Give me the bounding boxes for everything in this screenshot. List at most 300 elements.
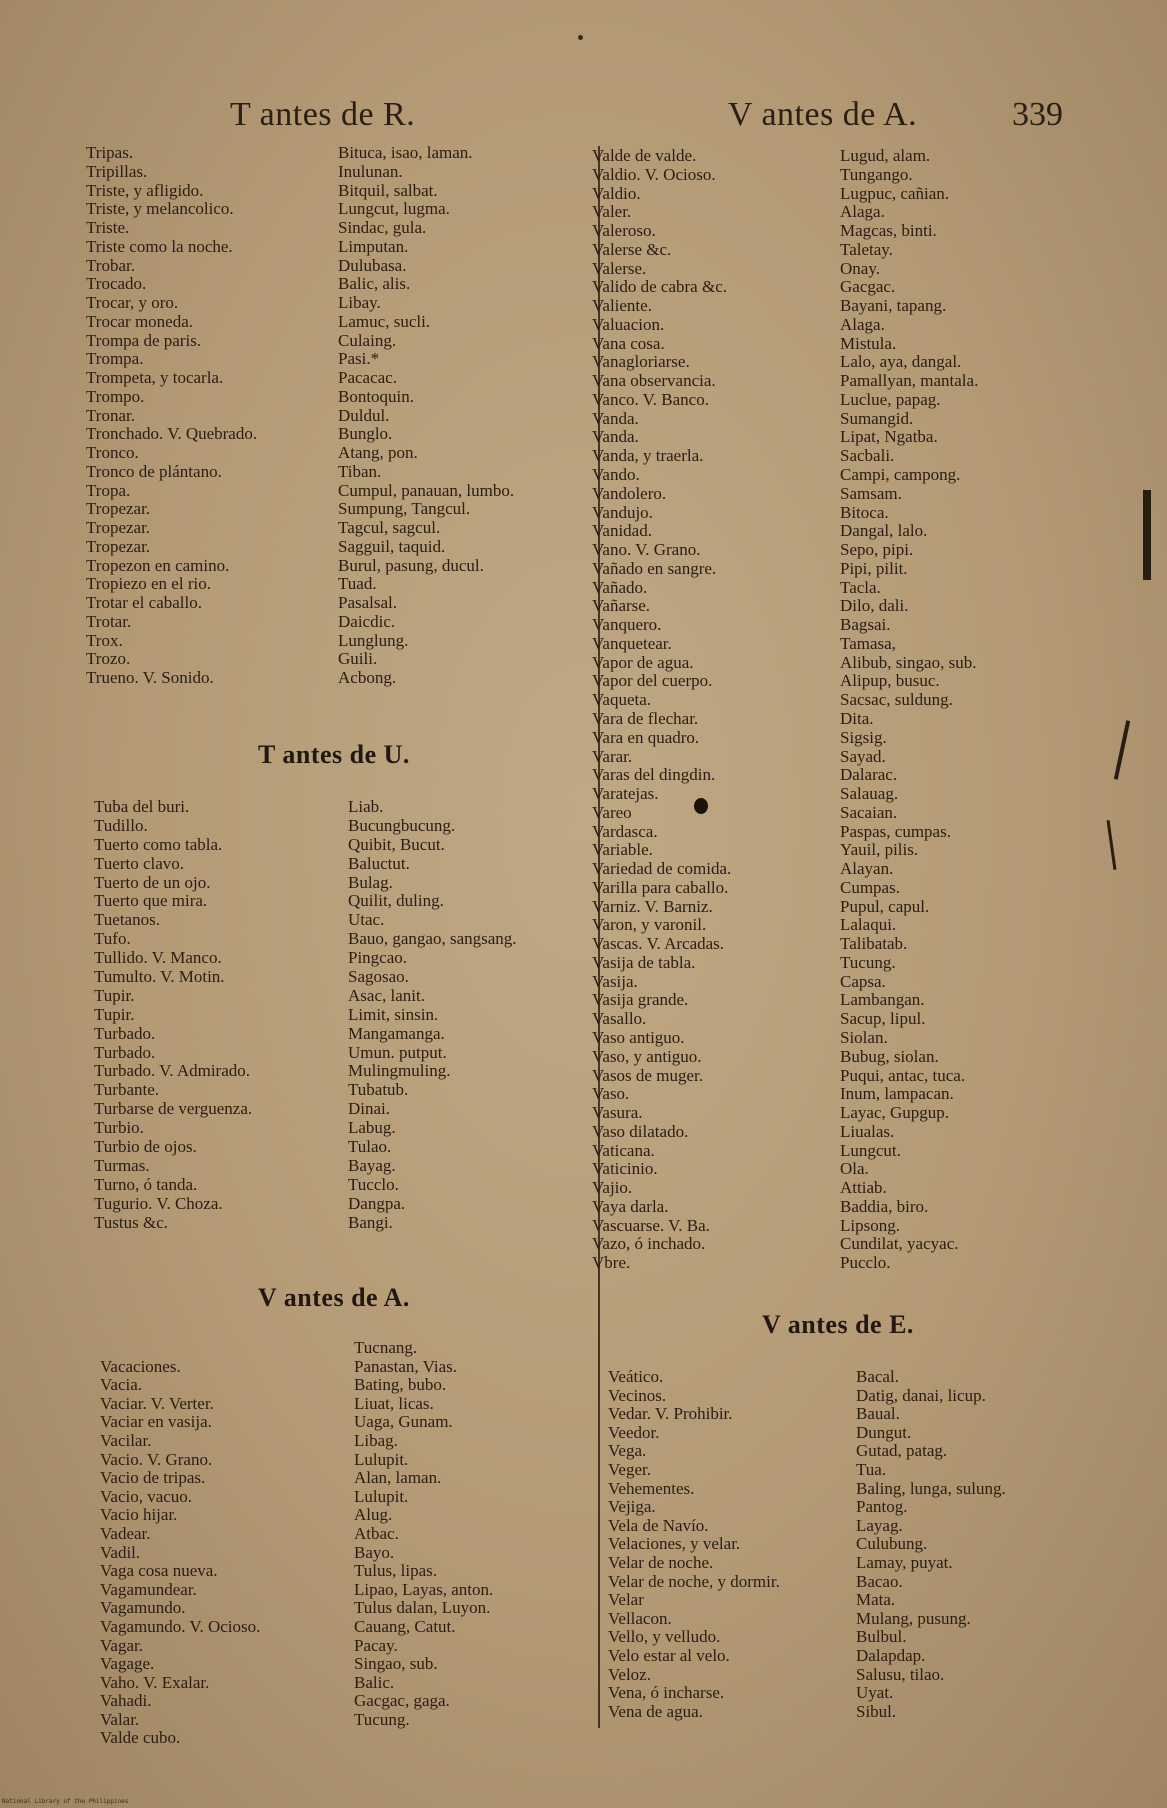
entry-term: Turno, ó tanda.: [94, 1174, 198, 1194]
entry-term: Vacio de tripas.: [100, 1468, 206, 1488]
entry-term: Valuacion.: [592, 314, 665, 334]
entry-term: Trompo.: [86, 386, 145, 406]
entry-term: Tropezon en camino.: [86, 555, 230, 575]
entry-gloss: Lamay, puyat.: [856, 1552, 953, 1572]
entry-term: Vapor del cuerpo.: [592, 671, 713, 691]
entry-term: Turbarse de verguenza.: [94, 1099, 253, 1119]
entry-term: Vaciar en vasija.: [100, 1412, 212, 1432]
entry-gloss: Dulubasa.: [338, 255, 407, 275]
entry-gloss: Bunglo.: [338, 424, 393, 444]
edge-mark: [1107, 820, 1117, 870]
entry-gloss: Baling, lunga, sulung.: [856, 1478, 1006, 1498]
entry-gloss: Sagosao.: [348, 967, 409, 987]
entry-term: Vedar. V. Prohibir.: [608, 1404, 733, 1424]
entry-term: Vadil.: [100, 1542, 141, 1562]
entry-term: Valde cubo.: [100, 1728, 181, 1748]
entry-gloss: Mulingmuling.: [348, 1061, 451, 1081]
entry-term: Velar de noche, y dormir.: [608, 1571, 780, 1591]
entry-term: Valdio.: [592, 183, 641, 203]
entry-gloss: Bayo.: [354, 1542, 395, 1562]
entry-term: Vaya darla.: [592, 1196, 669, 1216]
entry-gloss: Inulunan.: [338, 161, 403, 181]
entry-gloss: Pipi, pilit.: [840, 558, 908, 578]
entry-term: Vanagloriarse.: [592, 352, 690, 372]
entry-gloss: Cauang, Catut.: [354, 1616, 456, 1636]
entry-gloss: Pacay.: [354, 1635, 398, 1655]
entry-gloss: Baluctut.: [348, 853, 410, 873]
entry-gloss: Lugpuc, cañian.: [840, 183, 950, 203]
entry-term: Vaho. V. Exalar.: [100, 1672, 210, 1692]
entry-gloss: Bagsai.: [840, 615, 891, 635]
entry-term: Vacio hijar.: [100, 1505, 178, 1525]
entry-gloss: Lunglung.: [338, 630, 409, 650]
entry-gloss: Lamuc, sucli.: [338, 311, 431, 331]
entry-gloss: Bayani, tapang.: [840, 296, 947, 316]
entry-term: Vanda.: [592, 408, 639, 428]
entry-term: Valerse.: [592, 258, 647, 278]
entry-term: Tripas.: [86, 143, 134, 162]
entry-term: Vadear.: [100, 1523, 151, 1543]
entry-gloss: Mulang, pusung.: [856, 1608, 971, 1628]
entry-term: Turbado.: [94, 1042, 156, 1062]
entry-gloss: Cumpul, panauan, lumbo.: [338, 480, 515, 500]
entry-gloss: Bitoca.: [840, 502, 889, 522]
entry-term: Trocar moneda.: [86, 311, 194, 331]
entry-term: Vena, ó incharse.: [608, 1683, 725, 1703]
entry-term: Vajio.: [592, 1178, 633, 1198]
entry-gloss: Yauil, pilis.: [840, 840, 919, 860]
entry-gloss: Puqui, antac, tuca.: [840, 1065, 966, 1085]
entry-term: Valdio. V. Ocioso.: [592, 164, 716, 184]
entry-gloss: Umun. putput.: [348, 1042, 447, 1062]
entry-term: Tropezar.: [86, 499, 151, 519]
entry-gloss: Layag.: [856, 1515, 903, 1535]
entry-term: Tupir.: [94, 985, 135, 1005]
entry-gloss: Singao, sub.: [354, 1654, 438, 1674]
entry-term: Vena de agua.: [608, 1701, 703, 1721]
entry-term: Trueno. V. Sonido.: [86, 668, 214, 687]
entry-gloss: Lungcut, lugma.: [338, 199, 450, 219]
entry-gloss: Libag.: [354, 1430, 398, 1450]
entry-term: Valiente.: [592, 296, 652, 316]
entry-term: Valde de valde.: [592, 146, 697, 165]
entry-term: Vandolero.: [592, 483, 667, 503]
entry-term: Vagar.: [100, 1635, 143, 1655]
entry-gloss: Siolan.: [840, 1027, 888, 1047]
edge-mark: [1114, 720, 1130, 780]
entry-term: Tudillo.: [94, 815, 148, 835]
entry-term: Vaso, y antiguo.: [592, 1046, 702, 1066]
entry-term: Vanquetear.: [592, 633, 672, 653]
entry-term: Vagamundear.: [100, 1579, 197, 1599]
entry-term: Tuba del buri.: [94, 797, 190, 816]
entry-gloss: Bayag.: [348, 1155, 396, 1175]
entry-gloss: Panastan, Vias.: [354, 1356, 458, 1376]
entry-gloss: Tacla.: [840, 577, 881, 597]
entry-term: Trotar.: [86, 611, 132, 631]
entry-gloss: Tulao.: [348, 1137, 392, 1157]
entry-term: Vaso.: [592, 1084, 630, 1104]
entry-gloss: Sigsig.: [840, 727, 887, 747]
entry-term: Vasura.: [592, 1103, 643, 1123]
entry-gloss: Paspas, cumpas.: [840, 821, 951, 841]
entry-term: Triste, y melancolico.: [86, 199, 234, 219]
entry-gloss: Talibatab.: [840, 934, 908, 954]
entry-term: Tuetanos.: [94, 910, 160, 930]
entry-term: Vaciar. V. Verter.: [100, 1393, 214, 1413]
entry-term: Vacio. V. Grano.: [100, 1449, 213, 1469]
entry-gloss: Dita.: [840, 708, 874, 728]
ink-blot: [694, 798, 708, 814]
entry-term: Vecinos.: [608, 1385, 667, 1405]
entry-term: Turbio de ojos.: [94, 1137, 197, 1157]
entry-gloss: Mata.: [856, 1590, 896, 1610]
entry-gloss: Acbong.: [338, 668, 397, 687]
entry-gloss: Uyat.: [856, 1683, 894, 1703]
entry-term: Tuerto clavo.: [94, 853, 185, 873]
section-title-v-antes-a: V antes de A.: [258, 1283, 410, 1312]
entry-gloss: Lungcut.: [840, 1140, 901, 1160]
entry-gloss: Quilit, duling.: [348, 891, 444, 911]
entry-term: Velar: [608, 1590, 644, 1610]
entry-term: Trompeta, y tocarla.: [86, 368, 224, 387]
entry-term: Tropiezo en el rio.: [86, 574, 211, 594]
entry-term: Triste, y afligido.: [86, 180, 204, 200]
entry-gloss: Bacao.: [856, 1571, 903, 1591]
entry-term: Tronco de plántano.: [86, 461, 222, 481]
entry-gloss: Tucung.: [354, 1709, 410, 1729]
entry-gloss: Bucungbucung.: [348, 815, 456, 835]
entry-term: Tuerto que mira.: [94, 891, 208, 911]
right-running-header: V antes de A.: [728, 96, 918, 133]
entry-gloss: Tagcul, sagcul.: [338, 518, 441, 537]
entry-gloss: Bitquil, salbat.: [338, 180, 438, 200]
entry-term: Valer.: [592, 202, 632, 222]
entry-gloss: Alibub, singao, sub.: [840, 652, 977, 672]
entry-term: Vagage.: [100, 1654, 155, 1674]
entry-gloss: Pantog.: [856, 1497, 908, 1517]
entry-gloss: Dinai.: [348, 1099, 391, 1119]
entry-term: Vaso antiguo.: [592, 1027, 685, 1047]
entry-gloss: Salauag.: [840, 784, 899, 804]
entry-term: Vagamundo.: [100, 1598, 186, 1618]
entry-term: Valerse &c.: [592, 239, 672, 259]
entry-term: Vaticana.: [592, 1140, 655, 1160]
entry-term: Vaticinio.: [592, 1159, 658, 1179]
entry-gloss: Bacal.: [856, 1367, 899, 1386]
entry-gloss: Lipsong.: [840, 1215, 900, 1235]
entry-term: Varar.: [592, 746, 633, 766]
entry-term: Vacilar.: [100, 1430, 152, 1450]
entry-term: Tronco.: [86, 443, 139, 462]
section-title-v-antes-e: V antes de E.: [762, 1310, 914, 1339]
entry-gloss: Tucung.: [840, 952, 896, 972]
entry-gloss: Lambangan.: [840, 990, 925, 1010]
entry-gloss: Limit, sinsin.: [348, 1004, 439, 1024]
entry-term: Turbio.: [94, 1118, 144, 1138]
entry-gloss: Atbac.: [354, 1523, 399, 1543]
entry-term: Veloz.: [608, 1664, 651, 1684]
entry-term: Vañarse.: [592, 596, 651, 616]
entry-gloss: Tulus dalan, Luyon.: [354, 1598, 491, 1618]
entry-gloss: Mistula.: [840, 333, 897, 353]
entry-gloss: Magcas, binti.: [840, 221, 937, 241]
left-running-header: T antes de R.: [230, 96, 416, 133]
entry-term: Turbado. V. Admirado.: [94, 1061, 251, 1081]
entry-gloss: Lulupit.: [354, 1449, 409, 1469]
entry-gloss: Pacacac.: [338, 368, 397, 387]
entry-term: Vanda.: [592, 427, 639, 447]
entry-gloss: Attiab.: [840, 1178, 887, 1198]
entry-term: Vanquero.: [592, 615, 662, 635]
entry-term: Varniz. V. Barniz.: [592, 896, 713, 916]
entry-term: Velo estar al velo.: [608, 1645, 730, 1665]
entry-gloss: Alipup, busuc.: [840, 671, 940, 691]
entry-gloss: Datig, danai, licup.: [856, 1385, 986, 1405]
entry-term: Velaciones, y velar.: [608, 1534, 741, 1554]
entry-term: Vagamundo. V. Ocioso.: [100, 1616, 261, 1636]
entry-term: Tufo.: [94, 929, 131, 949]
entry-term: Vacia.: [100, 1375, 143, 1395]
entry-gloss: Dilo, dali.: [840, 596, 909, 616]
entry-gloss: Baddia, biro.: [840, 1196, 929, 1216]
entry-gloss: Dangpa.: [348, 1193, 406, 1213]
entry-gloss: Sacsac, suldung.: [840, 690, 953, 710]
entry-gloss: Duldul.: [338, 405, 390, 425]
entry-term: Turbado.: [94, 1023, 156, 1043]
entry-gloss: Campi, campong.: [840, 465, 961, 485]
entry-gloss: Bating, bubo.: [354, 1375, 447, 1395]
entry-gloss: Bauo, gangao, sangsang.: [348, 929, 517, 949]
entry-gloss: Tua.: [856, 1459, 887, 1479]
library-mark: National Library of the Philippines: [2, 1798, 129, 1805]
entry-gloss: Sacbali.: [840, 446, 895, 466]
entry-gloss: Onay.: [840, 258, 880, 278]
entry-term: Vazo, ó inchado.: [592, 1234, 706, 1254]
entry-gloss: Gutad, patag.: [856, 1441, 948, 1461]
entry-term: Tripillas.: [86, 161, 148, 181]
entry-gloss: Labug.: [348, 1118, 396, 1138]
entry-gloss: Baual.: [856, 1404, 900, 1424]
entry-term: Vasija.: [592, 971, 638, 991]
entry-gloss: Liab.: [348, 797, 384, 816]
entry-term: Trozo.: [86, 649, 131, 669]
entry-term: Veático.: [608, 1367, 664, 1386]
entry-term: Trompa.: [86, 349, 144, 369]
entry-gloss: Tamasa,: [840, 633, 896, 653]
entry-term: Varas del dingdin.: [592, 765, 716, 785]
entry-gloss: Inum, lampacan.: [840, 1084, 954, 1104]
entry-term: Trox.: [86, 630, 123, 650]
entry-term: Turmas.: [94, 1155, 150, 1175]
entry-term: Vanco. V. Banco.: [592, 389, 709, 409]
entry-term: Tronchado. V. Quebrado.: [86, 424, 258, 444]
entry-gloss: Lipao, Layas, anton.: [354, 1579, 494, 1599]
entry-gloss: Tucnang.: [354, 1338, 418, 1357]
entry-term: Vasallo.: [592, 1009, 647, 1029]
entry-term: Vela de Navío.: [608, 1515, 709, 1535]
entry-gloss: Layac, Gupgup.: [840, 1103, 950, 1123]
entry-gloss: Alan, laman.: [354, 1468, 442, 1488]
entry-gloss: Lugud, alam.: [840, 146, 931, 165]
entry-term: Tullido. V. Manco.: [94, 948, 222, 968]
entry-gloss: Atang, pon.: [338, 443, 418, 462]
entry-term: Varatejas.: [592, 784, 659, 804]
entry-gloss: Pingcao.: [348, 948, 408, 968]
entry-term: Vana cosa.: [592, 333, 665, 353]
entry-gloss: Tucclo.: [348, 1174, 399, 1194]
entry-gloss: Lalo, aya, dangal.: [840, 352, 962, 372]
entry-term: Vareo: [592, 802, 632, 822]
entry-gloss: Limputan.: [338, 236, 409, 256]
entry-term: Tupir.: [94, 1004, 135, 1024]
entry-term: Tropa.: [86, 480, 131, 500]
entry-term: Veger.: [608, 1459, 651, 1479]
entry-gloss: Luclue, papag.: [840, 389, 941, 409]
entry-term: Tropezar.: [86, 536, 151, 556]
entry-term: Tugurio. V. Choza.: [94, 1193, 223, 1213]
entry-gloss: Sumangid.: [840, 408, 914, 428]
entry-gloss: Alug.: [354, 1505, 393, 1525]
entry-gloss: Tiban.: [338, 461, 382, 481]
entry-term: Trompa de paris.: [86, 330, 202, 350]
entry-gloss: Bubug, siolan.: [840, 1046, 939, 1066]
entry-gloss: Taletay.: [840, 239, 893, 259]
entry-term: Vaso dilatado.: [592, 1121, 689, 1141]
entry-gloss: Tungango.: [840, 164, 913, 184]
entry-gloss: Samsam.: [840, 483, 902, 503]
entry-term: Valido de cabra &c.: [592, 277, 727, 297]
entry-gloss: Balic.: [354, 1672, 395, 1692]
entry-gloss: Daicdic.: [338, 611, 396, 631]
entry-gloss: Mangamanga.: [348, 1023, 445, 1043]
entry-gloss: Lipat, Ngatba.: [840, 427, 938, 447]
entry-gloss: Libay.: [338, 293, 381, 312]
entry-gloss: Pucclo.: [840, 1253, 891, 1273]
entry-gloss: Dalapdap.: [856, 1645, 926, 1665]
entry-gloss: Cundilat, yacyac.: [840, 1234, 959, 1254]
entry-gloss: Culaing.: [338, 330, 397, 350]
entry-gloss: Sagguil, taquid.: [338, 536, 446, 556]
entry-gloss: Capsa.: [840, 971, 886, 991]
entry-gloss: Sayad.: [840, 746, 886, 766]
entry-term: Vehementes.: [608, 1478, 695, 1498]
entry-gloss: Bontoquin.: [338, 386, 415, 406]
entry-term: Vardasca.: [592, 821, 658, 841]
entry-gloss: Alaga.: [840, 202, 885, 222]
entry-term: Vasija de tabla.: [592, 952, 696, 972]
entry-gloss: Pasalsal.: [338, 593, 398, 612]
entry-gloss: Tubatub.: [348, 1080, 409, 1100]
entry-term: Trocar, y oro.: [86, 293, 179, 312]
entry-term: Vara en quadro.: [592, 727, 700, 747]
entry-gloss: Pamallyan, mantala.: [840, 371, 979, 391]
entry-term: Vaqueta.: [592, 690, 652, 710]
entry-gloss: Balic, alis.: [338, 274, 411, 294]
entry-term: Varon, y varonil.: [592, 915, 707, 935]
entry-gloss: Uaga, Gunam.: [354, 1412, 453, 1432]
entry-gloss: Bituca, isao, laman.: [338, 143, 473, 162]
entry-term: Vanidad.: [592, 521, 652, 541]
entry-gloss: Asac, lanit.: [348, 985, 425, 1005]
entry-term: Tropezar.: [86, 518, 151, 537]
entry-term: Vañado.: [592, 577, 648, 597]
entry-gloss: Tuad.: [338, 574, 377, 594]
entry-term: Vandujo.: [592, 502, 653, 522]
entry-gloss: Sacaian.: [840, 802, 898, 822]
entry-term: Vejiga.: [608, 1497, 656, 1517]
entry-term: Vasos de muger.: [592, 1065, 703, 1085]
ink-dot: [578, 35, 583, 40]
entry-gloss: Alaga.: [840, 314, 885, 334]
page-number: 339: [1012, 96, 1063, 133]
entry-term: Valar.: [100, 1709, 140, 1729]
entry-term: Veedor.: [608, 1422, 660, 1442]
entry-gloss: Lalaqui.: [840, 915, 897, 935]
entry-gloss: Sindac, gula.: [338, 218, 427, 237]
entry-term: Tuerto como tabla.: [94, 834, 223, 854]
entry-term: Vasija grande.: [592, 990, 689, 1010]
entry-gloss: Alayan.: [840, 859, 894, 879]
entry-term: Vascas. V. Arcadas.: [592, 934, 725, 954]
entry-term: Vega.: [608, 1441, 647, 1461]
entry-term: Vello, y velludo.: [608, 1627, 721, 1647]
entry-gloss: Tulus, lipas.: [354, 1561, 437, 1581]
entry-gloss: Pupul, capul.: [840, 896, 930, 916]
entry-gloss: Sumpung, Tangcul.: [338, 499, 471, 519]
entry-term: Vacio, vacuo.: [100, 1486, 193, 1506]
entry-gloss: Quibit, Bucut.: [348, 834, 445, 854]
entry-term: Tustus &c.: [94, 1212, 169, 1232]
entry-gloss: Lulupit.: [354, 1486, 409, 1506]
entry-gloss: Gacgac, gaga.: [354, 1691, 450, 1711]
entry-gloss: Culubung.: [856, 1534, 928, 1554]
entry-term: Trotar el caballo.: [86, 593, 202, 612]
entry-term: Vaga cosa nueva.: [100, 1561, 218, 1581]
entry-gloss: Bulbul.: [856, 1627, 907, 1647]
entry-gloss: Sepo, pipi.: [840, 540, 914, 560]
entry-gloss: Cumpas.: [840, 877, 900, 897]
entry-term: Vano. V. Grano.: [592, 540, 701, 560]
entry-term: Triste.: [86, 218, 130, 237]
entry-term: Tumulto. V. Motin.: [94, 967, 225, 987]
entry-gloss: Guili.: [338, 649, 378, 669]
entry-gloss: Gacgac.: [840, 277, 896, 297]
entry-term: Vellacon.: [608, 1608, 672, 1628]
entry-gloss: Salusu, tilao.: [856, 1664, 945, 1684]
entry-term: Tronar.: [86, 405, 135, 425]
entry-gloss: Liuat, licas.: [354, 1393, 434, 1413]
entry-gloss: Liualas.: [840, 1121, 895, 1141]
entry-term: Variable.: [592, 840, 653, 860]
entry-gloss: Pasi.*: [338, 349, 380, 369]
entry-term: Valeroso.: [592, 221, 656, 241]
entry-gloss: Sacup, lipul.: [840, 1009, 926, 1029]
entry-term: Trocado.: [86, 274, 147, 294]
entry-gloss: Bangi.: [348, 1212, 393, 1232]
entry-term: Vascuarse. V. Ba.: [592, 1215, 710, 1235]
entry-term: Vana observancia.: [592, 371, 716, 391]
edge-mark: [1143, 490, 1151, 580]
entry-term: Trobar.: [86, 255, 135, 275]
entry-term: Vañado en sangre.: [592, 558, 717, 578]
entry-term: Varilla para caballo.: [592, 877, 729, 897]
entry-term: Vbre.: [592, 1253, 631, 1273]
entry-gloss: Burul, pasung, ducul.: [338, 555, 484, 575]
entry-gloss: Dangal, lalo.: [840, 521, 928, 541]
entry-term: Velar de noche.: [608, 1552, 714, 1572]
entry-term: Vapor de agua.: [592, 652, 694, 672]
